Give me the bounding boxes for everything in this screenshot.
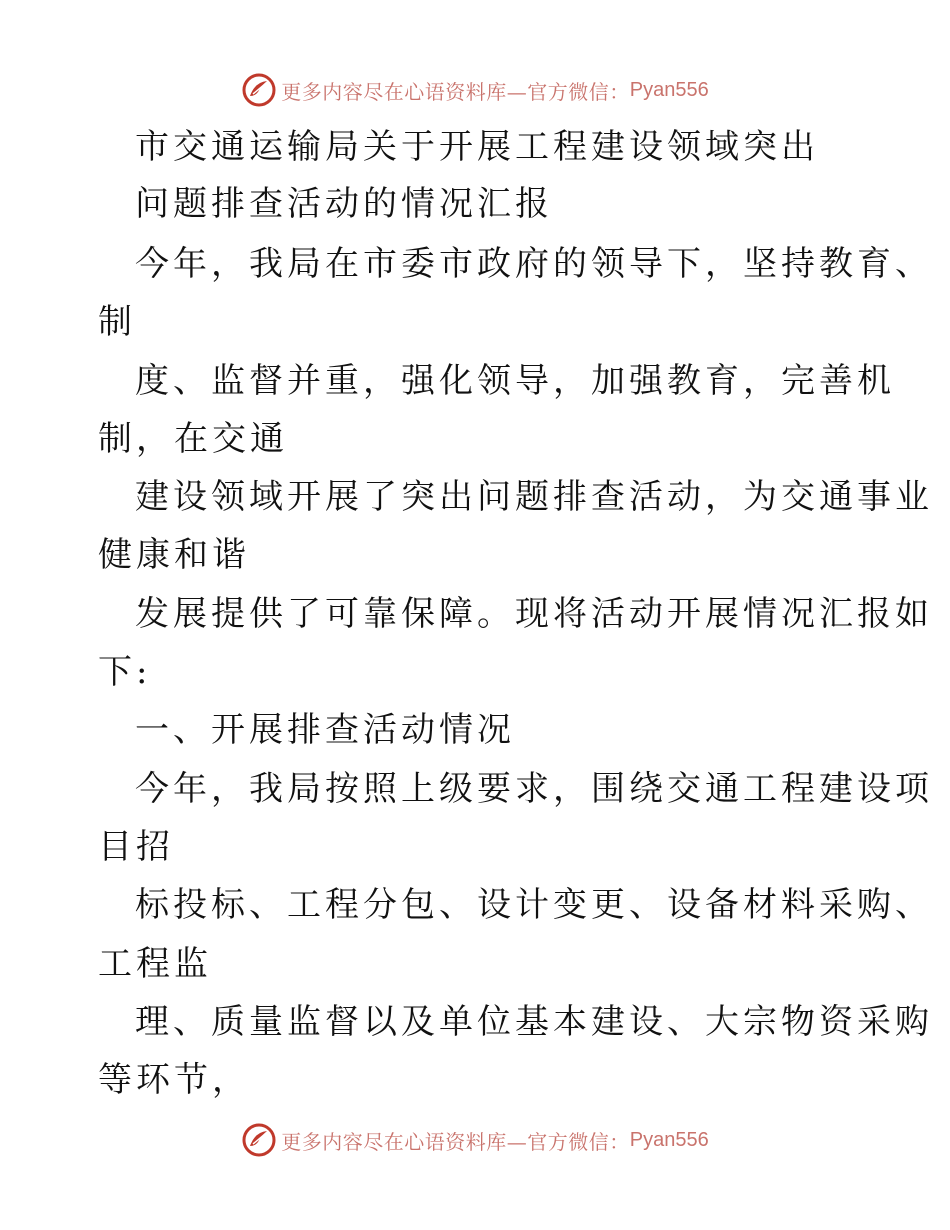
paragraph-line: 度、监督并重，强化领导，加强教育，完善机 — [135, 361, 895, 401]
document-title-line-1: 市交通运输局关于开展工程建设领域突出 — [135, 127, 819, 167]
paragraph-line: 目招 — [98, 827, 174, 867]
paragraph-line: 建设领域开展了突出问题排查活动，为交通事业 — [135, 477, 933, 517]
section-heading: 一、开展排查活动情况 — [135, 710, 515, 750]
paragraph-line: 今年，我局在市委市政府的领导下，坚持教育、 — [135, 244, 933, 284]
footer-watermark — [0, 1120, 950, 1160]
paragraph-line: 工程监 — [98, 944, 212, 984]
watermark-text: 更多内容尽在心语资料库—官方微信： — [281, 1129, 630, 1154]
document-title-line-2: 问题排查活动的情况汇报 — [135, 184, 553, 224]
watermark-text: 更多内容尽在心语资料库—官方微信： — [281, 79, 630, 104]
paragraph-line: 今年，我局按照上级要求，围绕交通工程建设项 — [135, 769, 933, 809]
header-watermark — [0, 70, 950, 110]
paragraph-line: 理、质量监督以及单位基本建设、大宗物资采购 — [135, 1002, 933, 1042]
logo-icon — [241, 72, 277, 108]
logo-icon — [241, 1122, 277, 1158]
paragraph-line: 发展提供了可靠保障。现将活动开展情况汇报如 — [135, 594, 933, 634]
paragraph-line: 标投标、工程分包、设计变更、设备材料采购、 — [135, 885, 933, 925]
paragraph-line: 制，在交通 — [98, 419, 288, 459]
paragraph-line: 下: — [98, 652, 152, 692]
paragraph-line: 制 — [98, 302, 136, 342]
watermark-id: Pyan556 — [629, 78, 709, 101]
watermark-id: Pyan556 — [629, 1128, 709, 1151]
paragraph-line: 等环节， — [98, 1060, 250, 1100]
paragraph-line: 健康和谐 — [98, 535, 250, 575]
